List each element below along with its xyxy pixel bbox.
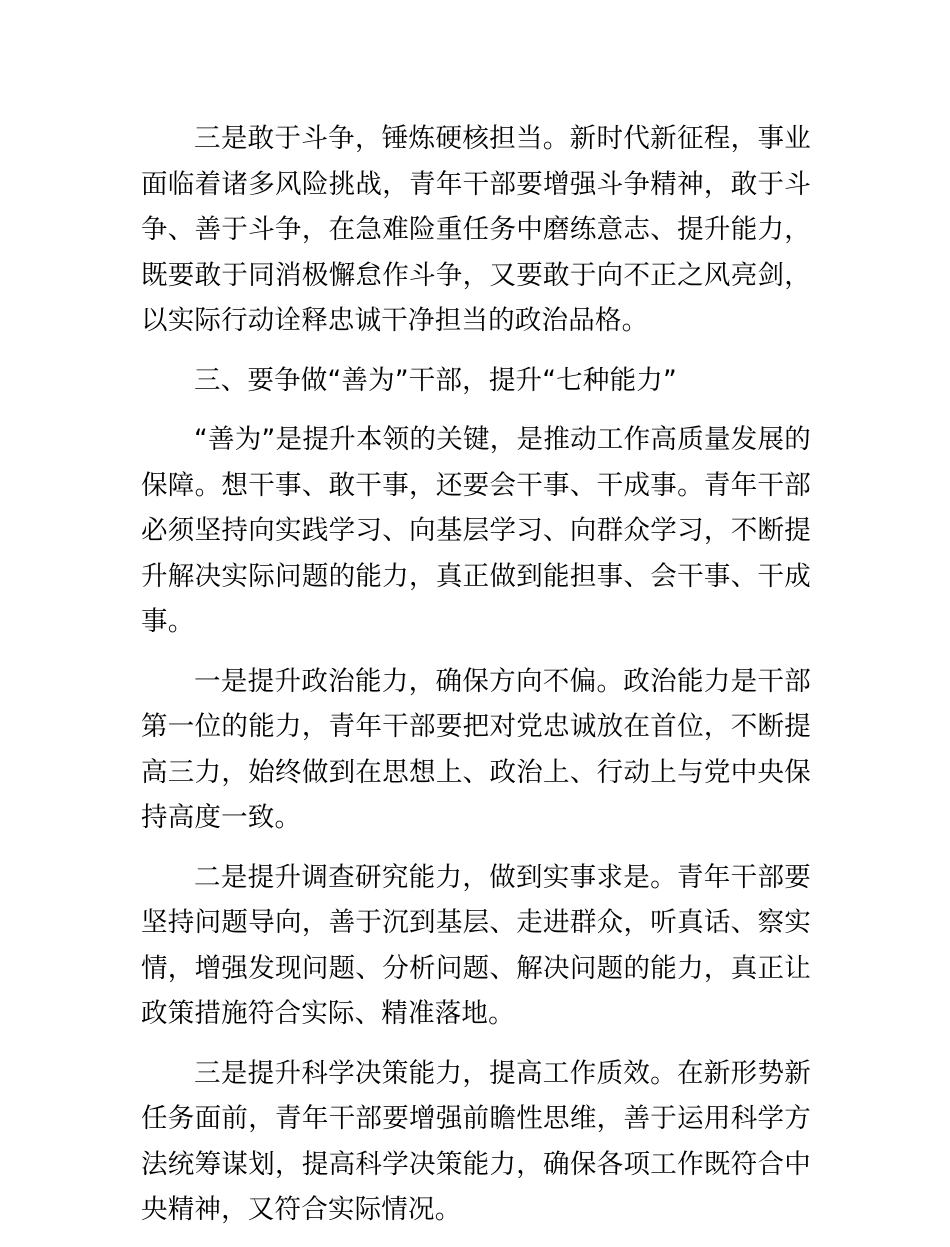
- paragraph-political-ability: 一是提升政治能力，确保方向不偏。政治能力是干部第一位的能力，青年干部要把对党忠诚放在首位，不断提高三力，始终做到在思想上、政治上、行动上与党中央保持高度一致。: [141, 665, 811, 833]
- paragraph-research-ability: 二是提升调查研究能力，做到实事求是。青年干部要坚持问题导向，善于沉到基层、走进群众，听真话、察实情，增强发现问题、分析问题、解决问题的能力，真正让政策措施符合实际、精准落地。: [141, 861, 811, 1029]
- section-heading-capable-cadres: 三、要争做“善为”干部，提升“七种能力”: [194, 364, 677, 396]
- paragraph-capable-intro: “善为”是提升本领的关键，是推动工作高质量发展的保障。想干事、敢干事，还要会干事、干成事。青年干部必须坚持向实践学习、向基层学习、向群众学习，不断提升解决实际问题的能力，真正做到能担事、会干事、干成事。: [141, 424, 811, 637]
- document-body: [141, 116, 811, 1247]
- paragraph-decision-ability: 三是提升科学决策能力，提高工作质效。在新形势新任务面前，青年干部要增强前瞻性思维，善于运用科学方法统筹谋划，提高科学决策能力，确保各项工作既符合中央精神，又符合实际情况。: [141, 1057, 811, 1225]
- paragraph-dare-to-struggle: 三是敢于斗争，锤炼硬核担当。新时代新征程，事业面临着诸多风险挑战，青年干部要增强斗争精神，敢于斗争、善于斗争，在急难险重任务中磨练意志、提升能力，既要敢于同消极懈怠作斗争，又要敢于向不正之风亮剑，以实际行动诠释忠诚干净担当的政治品格。: [141, 123, 811, 336]
